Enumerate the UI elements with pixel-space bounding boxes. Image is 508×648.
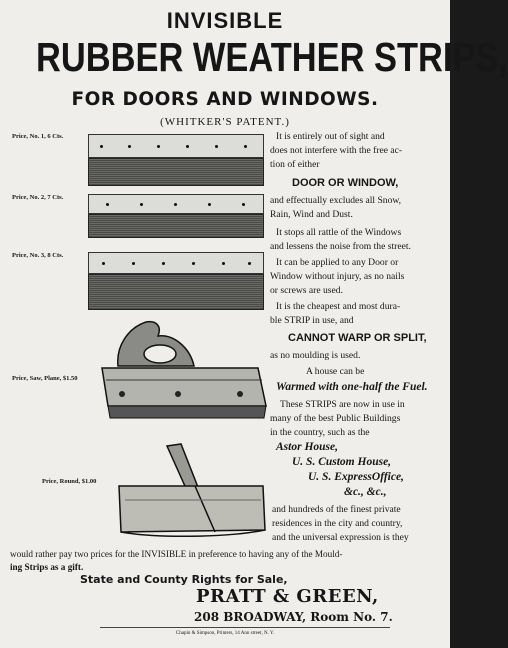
strip-1-illustration (88, 134, 264, 186)
body-line: residences in the city and country, (272, 518, 403, 529)
firm-name: PRATT & GREEN, (196, 586, 379, 607)
body-line: and effectually excludes all Snow, (270, 195, 402, 206)
body-line: Rain, Wind and Dust. (270, 209, 353, 220)
cannot-warp-heading: CANNOT WARP OR SPLIT, (288, 332, 427, 344)
door-or-window-heading: DOOR OR WINDOW, (292, 177, 399, 189)
footer-rule (100, 627, 390, 628)
body-line: and the universal expression is they (272, 532, 409, 543)
body-line: Window without injury, as no nails (270, 271, 405, 282)
price-label-saw-plane: Price, Saw, Plane, $1.50 (12, 375, 78, 382)
rights-for-sale: State and County Rights for Sale, (80, 573, 288, 586)
body-line: in the country, such as the (270, 427, 370, 438)
headline-rubber-weather-strips: RUBBER WEATHER STRIPS, (36, 34, 508, 80)
body-line: It stops all rattle of the Windows (276, 227, 402, 238)
body-line: ble STRIP in use, and (270, 315, 354, 326)
headline-doors-windows: FOR DOORS AND WINDOWS. (71, 89, 379, 110)
building-express-office: U. S. ExpressOffice, (308, 471, 404, 483)
body-line: It is the cheapest and most dura- (276, 301, 401, 312)
building-astor-house: Astor House, (276, 441, 338, 453)
body-line: It can be applied to any Door or (276, 257, 399, 268)
body-line: and lessens the noise from the street. (270, 241, 411, 252)
body-line-full: ing Strips as a gift. (10, 562, 84, 572)
round-plane-illustration (115, 440, 267, 540)
price-label-strip-3: Price, No. 3, 8 Cts. (12, 252, 64, 259)
price-label-round: Price, Round, $1.00 (42, 478, 97, 485)
headline-invisible: INVISIBLE (166, 8, 284, 33)
saw-plane-illustration (98, 318, 268, 428)
body-line: A house can be (306, 366, 365, 377)
strip-2-illustration (88, 194, 264, 238)
price-label-strip-1: Price, No. 1, 6 Cts. (12, 133, 64, 140)
building-etc: &c., &c., (344, 486, 387, 498)
body-line: and hundreds of the finest private (272, 504, 401, 515)
body-line: tion of either (270, 159, 320, 170)
building-custom-house: U. S. Custom House, (292, 456, 392, 468)
price-label-strip-2: Price, No. 2, 7 Cts. (12, 194, 64, 201)
firm-address: 208 BROADWAY, Room No. 7. (194, 610, 393, 624)
body-line: These STRIPS are now in use in (280, 399, 405, 410)
body-line: It is entirely out of sight and (276, 131, 385, 142)
body-line: or screws are used. (270, 285, 343, 296)
strip-3-illustration (88, 252, 264, 310)
body-line: many of the best Public Buildings (270, 413, 401, 424)
printer-credit: Chapin & Simpson, Printers, 14 Ann street, N. Y. (175, 631, 275, 636)
body-line: as no moulding is used. (270, 350, 361, 361)
warmed-heading: Warmed with one-half the Fuel. (276, 381, 428, 393)
body-line: does not interfere with the free ac- (270, 145, 403, 156)
headline-patent: (WHITKER'S PATENT.) (160, 116, 290, 128)
body-line-full: would rather pay two prices for the INVISIBLE in preference to having any of the Mould- (10, 549, 343, 559)
